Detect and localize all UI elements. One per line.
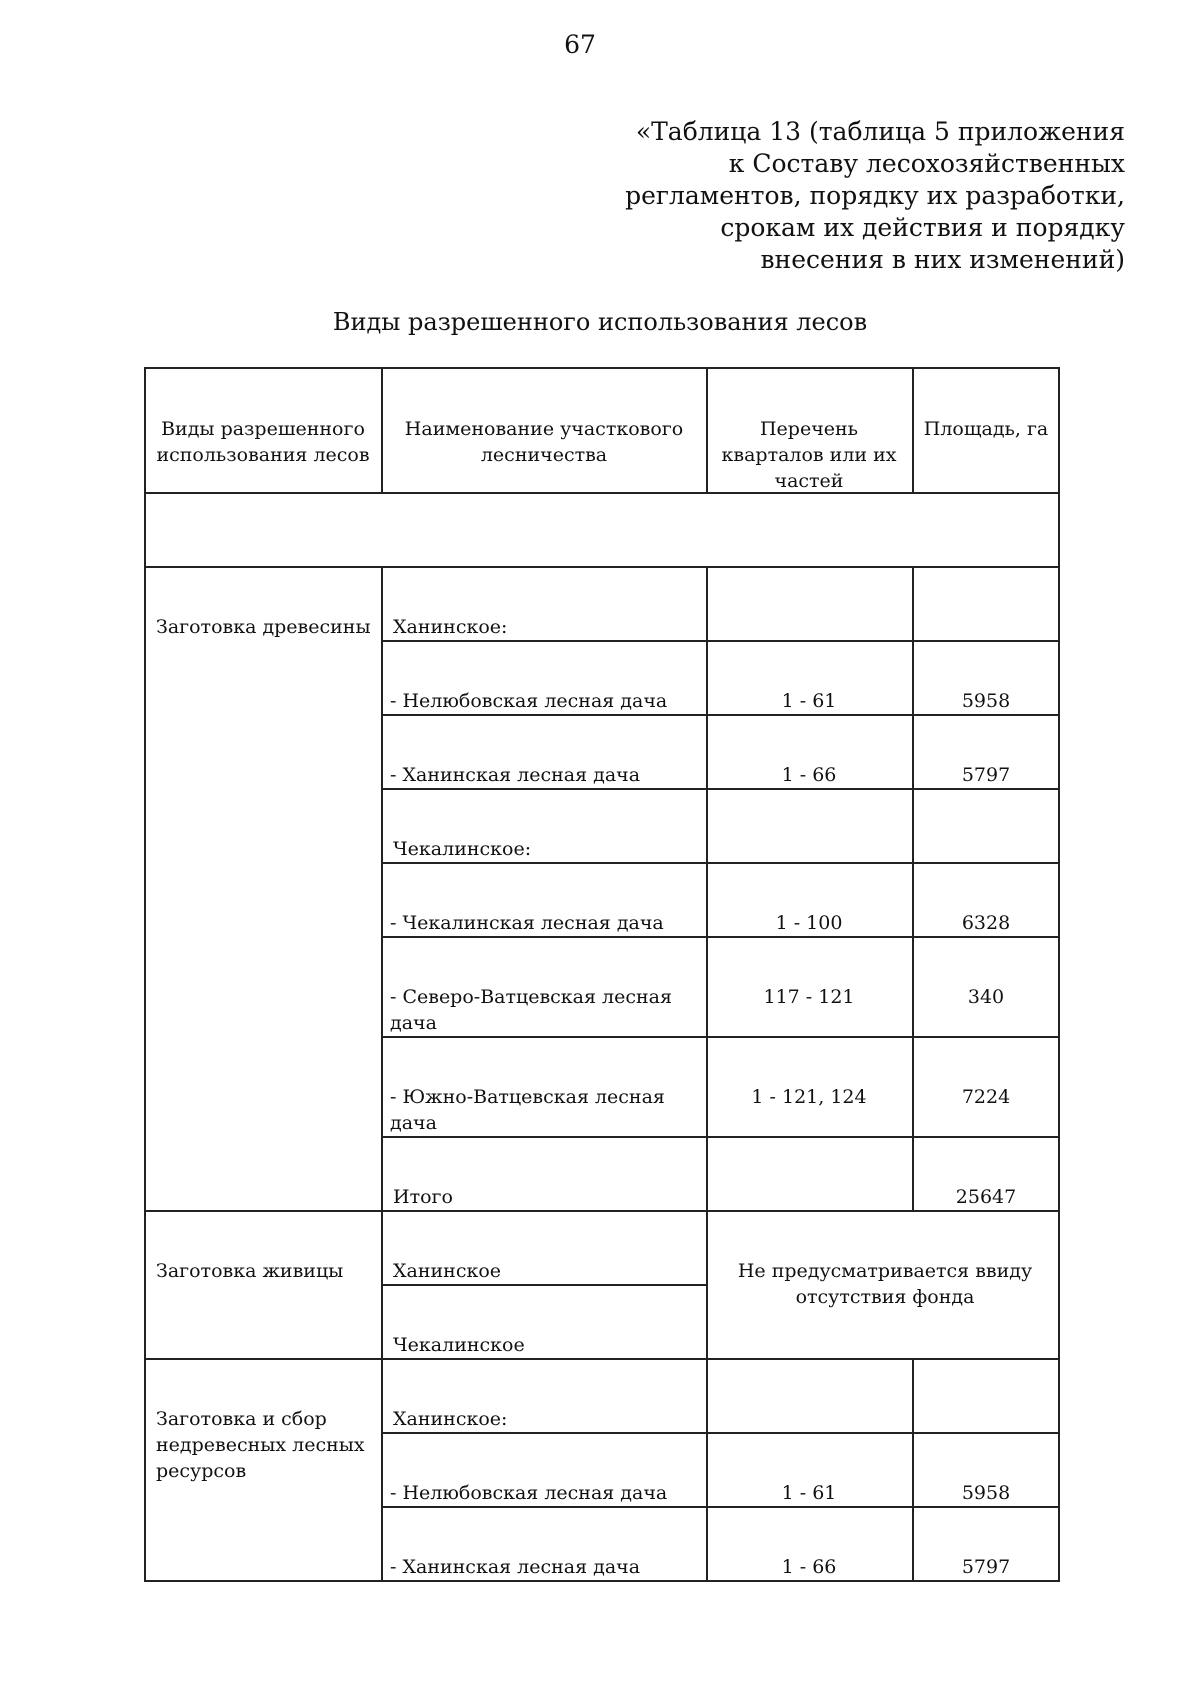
use-type-nonwood: Заготовка и сбор недревесных лесных ресурсов: [156, 1408, 365, 1482]
row-divider: [382, 1432, 1060, 1434]
district-cell: Ханинское:: [393, 1408, 508, 1430]
district-cell: - Нелюбовская лесная дача: [390, 690, 668, 712]
quarters-cell: 1 - 121, 124: [751, 1086, 867, 1108]
row-divider: [144, 566, 1060, 568]
use-type-timber: Заготовка древесины: [156, 616, 371, 638]
row-divider: [382, 862, 1060, 864]
row-divider: [382, 640, 1060, 642]
area-cell: 5958: [961, 1482, 1011, 1504]
row-divider: [382, 1136, 1060, 1138]
district-cell: - Южно-Ватцевская лесная дача: [390, 1086, 665, 1134]
caption-line: срокам их действия и порядку: [720, 213, 1125, 242]
district-cell: - Ханинская лесная дача: [390, 764, 641, 786]
column-divider: [912, 1358, 914, 1582]
row-divider: [144, 1210, 1060, 1212]
quarters-cell: 117 - 121: [763, 986, 855, 1008]
header-district: Наименование участкового лесничества: [404, 418, 684, 466]
caption-line: внесения в них изменений): [760, 245, 1125, 274]
district-cell: - Северо-Ватцевская лесная дача: [390, 986, 672, 1034]
header-quarters: Перечень кварталов или их частей: [721, 418, 897, 492]
district-cell: Ханинское: [393, 1260, 502, 1282]
district-cell: - Ханинская лесная дача: [390, 1556, 641, 1578]
district-cell: - Нелюбовская лесная дача: [390, 1482, 668, 1504]
resin-note: Не предусматривается ввиду отсутствия фонда: [737, 1260, 1033, 1308]
column-divider: [381, 367, 383, 492]
header-area: Площадь, га: [923, 418, 1049, 440]
row-divider: [382, 1284, 707, 1286]
quarters-cell: 1 - 61: [781, 690, 837, 712]
total-label: Итого: [393, 1186, 453, 1208]
area-cell: 7224: [961, 1086, 1011, 1108]
column-divider: [706, 367, 708, 492]
caption-line: «Таблица 13 (таблица 5 приложения: [635, 117, 1125, 146]
forest-use-table: [144, 367, 1060, 1582]
caption-line: регламентов, порядку их разработки,: [625, 181, 1125, 210]
quarters-cell: 1 - 66: [781, 1556, 837, 1578]
district-cell: Чекалинское:: [393, 838, 532, 860]
page-number: 67: [564, 30, 596, 59]
use-type-resin: Заготовка живицы: [156, 1260, 344, 1282]
column-divider: [912, 367, 914, 492]
area-cell: 5797: [961, 764, 1011, 786]
row-divider: [144, 1358, 1060, 1360]
table-caption: [565, 116, 1125, 276]
column-divider: [706, 566, 708, 1582]
area-cell: 6328: [961, 912, 1011, 934]
row-divider: [382, 936, 1060, 938]
district-cell: Чекалинское: [393, 1334, 525, 1356]
total-area: 25647: [955, 1186, 1017, 1208]
area-cell: 5797: [961, 1556, 1011, 1578]
quarters-cell: 1 - 66: [781, 764, 837, 786]
quarters-cell: 1 - 61: [781, 1482, 837, 1504]
row-divider: [382, 714, 1060, 716]
quarters-cell: 1 - 100: [775, 912, 843, 934]
area-cell: 5958: [961, 690, 1011, 712]
column-divider: [381, 566, 383, 1582]
header-use-type: Виды разрешенного использования лесов: [156, 418, 370, 466]
column-divider: [912, 566, 914, 1210]
row-divider: [382, 788, 1060, 790]
caption-line: к Составу лесохозяйственных: [728, 149, 1125, 178]
row-divider: [382, 1506, 1060, 1508]
row-divider: [382, 1036, 1060, 1038]
table-title: Виды разрешенного использования лесов: [332, 308, 868, 336]
row-divider: [144, 492, 1060, 494]
area-cell: 340: [967, 986, 1005, 1008]
district-cell: - Чекалинская лесная дача: [390, 912, 664, 934]
district-cell: Ханинское:: [393, 616, 508, 638]
